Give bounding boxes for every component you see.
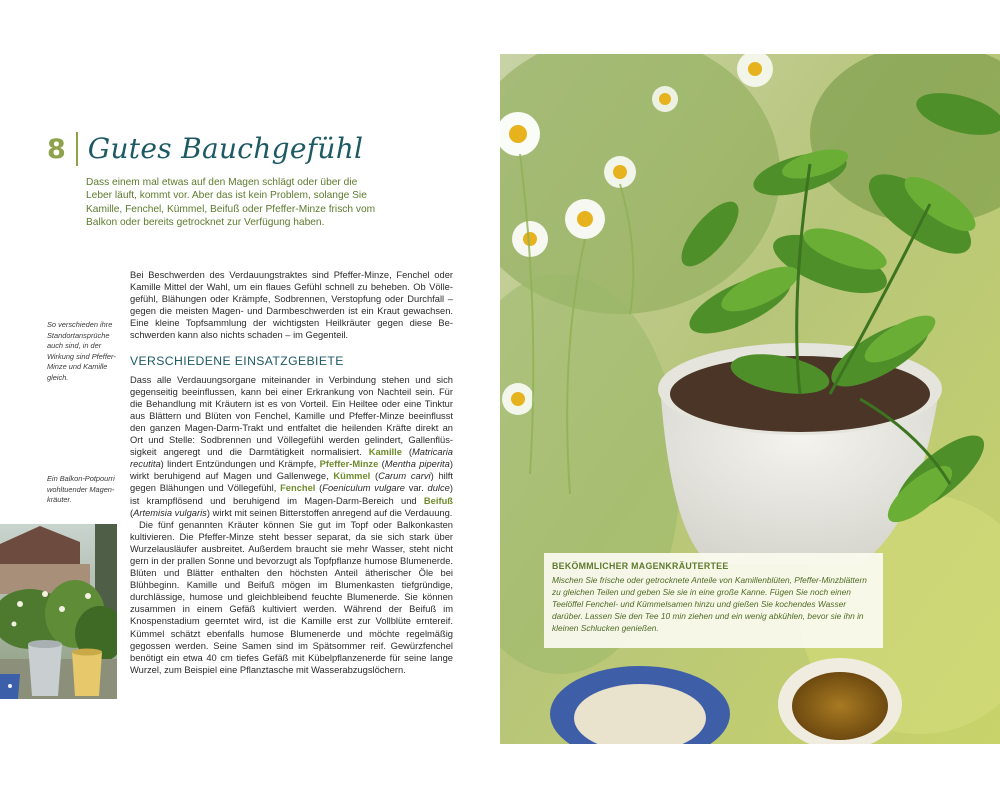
body-paragraph-2: Dass alle Verdauungsorgane miteinander in Verbindung stehen und sich gegenseitig beeinflussen, kann bei einer Erkrankung von Nachteil sein. Für die Behandlung mit Kräutern ist es von Vorteil. Ein Heiltee oder eine Tinktur aus Blättern und Blüten von Fenchel, Kamille und Pfeffer-Minze beeinflusst den ganzen Magen-Darm-Trakt und entfaltet die heilenden Kräfte direkt an Ort und Stelle: Sodbrennen und Völlegefühl werden gelindert, Gallenflüssigkeit angeregt und die Darmtätigkeit normalisiert. Kamille (Matricaria recutita) lindert Entzündungen und Krämpfe, Pfeffer-Minze (Mentha piperita) wirkt beruhigend auf Magen und Gallenwege, Kümmel (Carum carvi) hilft gegen Blähungen und Völlegefühl, Fenchel (Foeniculum vulgare var. dulce) ist krampflösend und beruhigend im Magen-Darm-Bereich und Beifuß (Artemisia vulgaris) wirkt mit seinen Bitterstoffen anregend auf die Verdauung.: [130, 374, 453, 518]
body-text: [130, 269, 453, 676]
body-paragraph-3: Die fünf genannten Kräuter können Sie gut im Topf oder Balkonkasten kultivieren. Die Pfeffer-Minze steht besser separat, da sie sich stark über Wurzelausläufer ausbreitet. Außerdem braucht sie mehr Wasser, steht nicht gern in der prallen Sonne und bevorzugt als Topfpflanze humose Blumenerde. Blüten und Blätter enthalten den höchsten Anteil ätherischer Öle bei Blühbeginn. Kamille und Beifuß mögen im Blumenkasten tiefgründige, durchlässige, humose und gleichbleibend feuchte Blumenerde. Sie können zusammen in einem Gefäß kultiviert werden. Während der Beifuß im Knospenstadium geerntet wird, ist die Kamille erst zur Vollblüte erntereif. Kümmel schätzt ebenfalls humose Blumenerde und möchte regelmäßig gegossen werden. Seine Samen sind im Spätsommer reif. Gewürzfenchel benötigt ein etwa 40 cm tiefes Gefäß mit Kübelpflanzenerde für seine lange Wurzel, zum Beispiel eine Pflanztasche mit Wasserabzugslöchern.: [130, 519, 453, 675]
latin-var: var.: [408, 483, 424, 494]
latin-name-fenchel: Foeniculum vulgare: [322, 483, 405, 494]
caption-mint-chamomile: So verschieden ihre Standortansprüche auch sind, in der Wirkung sind Pfeffer-Minze und Kamille gleich.: [47, 320, 116, 382]
chapter-title: Gutes Bauchgefühl: [87, 132, 364, 165]
herb-name-pfeffer-minze: Pfeffer-Minze: [319, 459, 379, 470]
chapter-number: 8: [47, 133, 66, 165]
tea-recipe-box: [544, 553, 883, 648]
herb-name-kamille: Kamille: [368, 447, 402, 458]
chapter-heading: [47, 128, 363, 170]
body-paragraph-1: Bei Beschwerden des Verdauungstraktes sind Pfeffer-Minze, Fenchel oder Kamille Mittel der Wahl, um ein flaues Gefühl schnell zu beheben. Ob Völlegefühl, Blähungen oder Krämpfe, Sodbrennen, Verstopfung oder Durchfall – gegen die meisten Magen- und Darmbeschwerden ist ein Kraut gewachsen. Eine kleine Topfsammlung der wichtigsten Heilkräuter gegen diese Beschwerden kann also nichts schaden – im Gegenteil.: [130, 270, 453, 341]
herb-name-beifuss: Beifuß: [423, 495, 453, 506]
latin-name-kuemmel: Carum carvi: [378, 471, 431, 482]
text-run: wirkt beruhigend auf Magen und Gallenwege,: [130, 471, 334, 482]
latin-name-pfeffer-minze: Mentha piperita: [384, 459, 450, 470]
chapter-divider: [76, 132, 78, 166]
tea-recipe-title: BEKÖMMLICHER MAGENKRÄUTERTEE: [552, 561, 729, 571]
text-run: wirkt mit seinen Bitterstoffen anregend auf die Verdauung.: [209, 507, 453, 518]
herb-name-kuemmel: Kümmel: [333, 471, 371, 482]
text-run: Dass alle Verdauungsorgane miteinander in Verbindung stehen und sich gegenseitig beeinflussen, kann bei einer Erkrankung von Nachteil sein. Für die Behandlung mit Kräutern ist es von Vorteil. Ein Heiltee oder eine Tinktur aus Blättern und Blüten von Fenchel, Kamille und Pfeffer-Minze beeinflusst den ganzen Magen-Darm-Trakt und entfaltet die heilenden Kräfte direkt an Ort und Stelle: Sodbrennen und Völlegefühl werden gelindert, Gallenflüssigkeit angeregt und die Darmtätigkeit normalisiert.: [130, 374, 453, 458]
herb-name-fenchel: Fenchel: [280, 483, 316, 494]
caption-balcony-potpourri: Ein Balkon-Potpourri wohltuender Magenkräuter.: [47, 474, 115, 504]
balcony-herbs-photo: [0, 524, 117, 699]
text-run: ist krampflösend und beruhigend im Magen-Darm-Bereich und: [130, 495, 424, 506]
latin-name-beifuss: Artemisia vulgaris: [133, 507, 207, 518]
latin-name-fenchel-variety: dulce: [427, 483, 450, 494]
text-run: lindert Entzündungen und Krämpfe,: [163, 459, 320, 470]
text-run: hilft gegen Blähungen und Völlegefühl,: [130, 471, 453, 494]
latin-name-kamille: Matricaria recutita: [130, 447, 453, 470]
section-heading: VERSCHIEDENE EINSATZGEBIETE: [130, 353, 344, 368]
tea-recipe-text: Mischen Sie frische oder getrocknete Anteile von Kamillenblüten, Pfeffer-Minzblättern zu gleichen Teilen und geben Sie sie in eine große Kanne. Fügen Sie noch einen Teelöffel Fenchel- und Kümmelsamen hinzu und gießen Sie kochendes Wasser darüber. Lassen Sie den Tee 10 min ziehen und ein wenig abkühlen, bevor sie ihn in kleinen Schlucken genießen.: [552, 575, 867, 634]
intro-paragraph: Dass einem mal etwas auf den Magen schlägt oder über die Leber läuft, kommt vor. Aber das ist kein Problem, solange Sie Kamille, Fenchel, Kümmel, Beifuß oder Pfeffer-Minze frisch vom Balkon oder bereits getrocknet zur Verfügung haben.: [86, 177, 376, 229]
